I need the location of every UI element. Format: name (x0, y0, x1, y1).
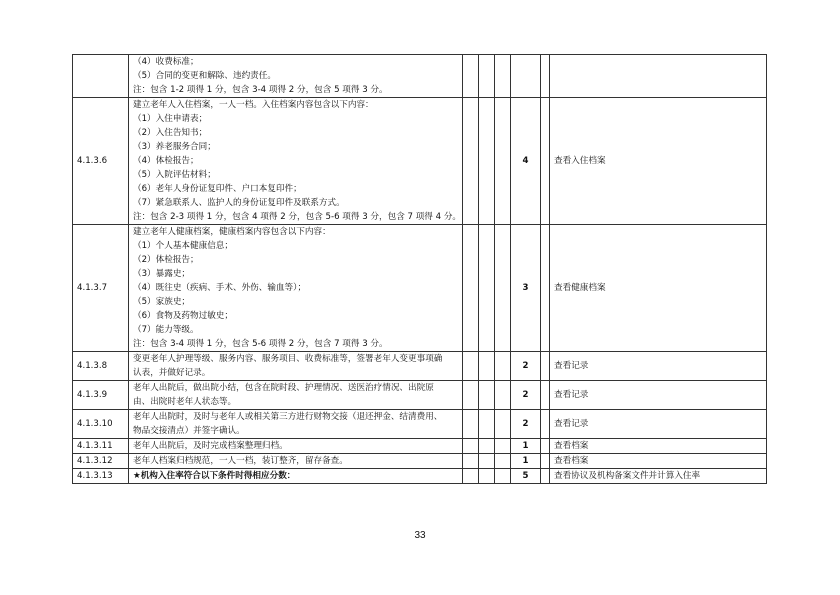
check-cell (479, 55, 495, 98)
check-cell (495, 381, 511, 410)
item-content (129, 225, 463, 352)
table-row (73, 454, 767, 469)
item-score: 3 (511, 225, 541, 352)
table-row (73, 55, 767, 98)
table-row (73, 381, 767, 410)
check-cell (495, 55, 511, 98)
check-cell (463, 225, 479, 352)
item-method (550, 55, 767, 98)
content-line: （6）老年人身份证复印件、户口本复印件； (133, 184, 302, 194)
content-line: （2）入住告知书； (133, 128, 208, 138)
content-line: （1）个人基本健康信息； (133, 241, 233, 251)
check-cell (495, 454, 511, 469)
item-method: 查看入住档案 (550, 98, 767, 225)
content-line: （7）紧急联系人、监护人的身份证复印件及联系方式。 (133, 198, 345, 208)
check-cell (479, 381, 495, 410)
content-line: 老年人出院后，做出院小结，包含在院时段、护理情况、送医治疗情况、出院原 (133, 383, 434, 393)
check-cell (463, 439, 479, 454)
content-line: 变更老年人护理等级、服务内容、服务项目、收费标准等，签署老年人变更事项确 (133, 354, 443, 364)
blank-cell (541, 381, 550, 410)
check-cell (479, 225, 495, 352)
item-content (129, 454, 463, 469)
content-line: 老年人档案归档规范，一人一档，装订整齐，留存备查。 (133, 456, 348, 466)
item-content (129, 439, 463, 454)
check-cell (463, 98, 479, 225)
item-method: 查看档案 (550, 454, 767, 469)
check-cell (463, 454, 479, 469)
blank-cell (541, 410, 550, 439)
content-line: （1）入住申请表； (133, 114, 208, 124)
content-line: （5）合同的变更和解除、违约责任。 (133, 71, 276, 81)
table-row (73, 410, 767, 439)
check-cell (479, 469, 495, 484)
item-method: 查看记录 (550, 410, 767, 439)
content-line: 注：包含 2-3 项得 1 分，包含 4 项得 2 分，包含 5-6 项得 3 分，包含 7 项得 4 分。 (133, 212, 462, 222)
blank-cell (541, 439, 550, 454)
check-cell (495, 469, 511, 484)
item-content (129, 55, 463, 98)
check-cell (463, 381, 479, 410)
content-line: （4）体检报告； (133, 156, 199, 166)
item-score: 2 (511, 352, 541, 381)
content-line: （6）食物及药物过敏史； (133, 311, 233, 321)
blank-cell (541, 352, 550, 381)
content-line: 建立老年人入住档案，一人一档。入住档案内容包含以下内容： (133, 100, 374, 110)
item-code: 4.1.3.13 (73, 469, 129, 484)
blank-cell (541, 98, 550, 225)
item-score: 1 (511, 454, 541, 469)
content-line: （4）收费标准； (133, 57, 199, 67)
check-cell (479, 454, 495, 469)
content-line: （7）能力等级。 (133, 325, 199, 335)
item-code: 4.1.3.6 (73, 98, 129, 225)
item-code: 4.1.3.9 (73, 381, 129, 410)
blank-cell (541, 225, 550, 352)
item-content (129, 410, 463, 439)
content-line: 认表，并做好记录。 (133, 368, 211, 378)
check-cell (495, 225, 511, 352)
item-method: 查看健康档案 (550, 225, 767, 352)
content-line: 由、出院时老年人状态等。 (133, 397, 237, 407)
blank-cell (541, 469, 550, 484)
content-line: 注：包含 1-2 项得 1 分，包含 3-4 项得 2 分，包含 5 项得 3 分。 (133, 85, 388, 95)
content-line: 物品交接清点）并签字确认。 (133, 426, 245, 436)
content-line: 注：包含 3-4 项得 1 分，包含 5-6 项得 2 分，包含 7 项得 3 分。 (133, 339, 388, 349)
item-content (129, 98, 463, 225)
item-content (129, 469, 463, 484)
blank-cell (541, 55, 550, 98)
check-cell (463, 55, 479, 98)
item-score: 5 (511, 469, 541, 484)
content-line: 建立老年人健康档案，健康档案内容包含以下内容： (133, 227, 331, 237)
item-code: 4.1.3.12 (73, 454, 129, 469)
item-code (73, 55, 129, 98)
item-score: 4 (511, 98, 541, 225)
item-score: 2 (511, 381, 541, 410)
criteria-table (72, 54, 767, 484)
check-cell (479, 352, 495, 381)
content-line: 老年人出院后，及时完成档案整理归档。 (133, 441, 288, 451)
check-cell (495, 98, 511, 225)
blank-cell (541, 454, 550, 469)
content-line: （5）入院评估材料； (133, 170, 216, 180)
item-content (129, 352, 463, 381)
item-code: 4.1.3.11 (73, 439, 129, 454)
check-cell (479, 410, 495, 439)
table-row (73, 352, 767, 381)
item-method: 查看协议及机构备案文件并计算入住率 (550, 469, 767, 484)
table-row (73, 98, 767, 225)
table-row (73, 469, 767, 484)
item-code: 4.1.3.10 (73, 410, 129, 439)
content-line: （3）暴露史； (133, 269, 191, 279)
table-row (73, 439, 767, 454)
content-line: 老年人出院时，及时与老年人或相关第三方进行财物交接（退还押金、结清费用、 (133, 412, 443, 422)
item-method: 查看记录 (550, 352, 767, 381)
item-score: 1 (511, 439, 541, 454)
page-number: 33 (414, 530, 426, 541)
check-cell (463, 352, 479, 381)
item-method: 查看记录 (550, 381, 767, 410)
item-method: 查看档案 (550, 439, 767, 454)
content-line: （5）家族史； (133, 297, 191, 307)
content-line: ★机构入住率符合以下条件时得相应分数： (133, 471, 296, 481)
item-content (129, 381, 463, 410)
criteria-table-body (73, 55, 767, 484)
content-line: （3）养老服务合同； (133, 142, 216, 152)
item-code: 4.1.3.7 (73, 225, 129, 352)
check-cell (495, 352, 511, 381)
check-cell (495, 410, 511, 439)
check-cell (495, 439, 511, 454)
table-row (73, 225, 767, 352)
item-score: 2 (511, 410, 541, 439)
content-line: （4）既往史（疾病、手术、外伤、输血等）； (133, 283, 307, 293)
content-line: （2）体检报告； (133, 255, 199, 265)
check-cell (479, 439, 495, 454)
item-score (511, 55, 541, 98)
check-cell (463, 469, 479, 484)
item-code: 4.1.3.8 (73, 352, 129, 381)
check-cell (463, 410, 479, 439)
check-cell (479, 98, 495, 225)
